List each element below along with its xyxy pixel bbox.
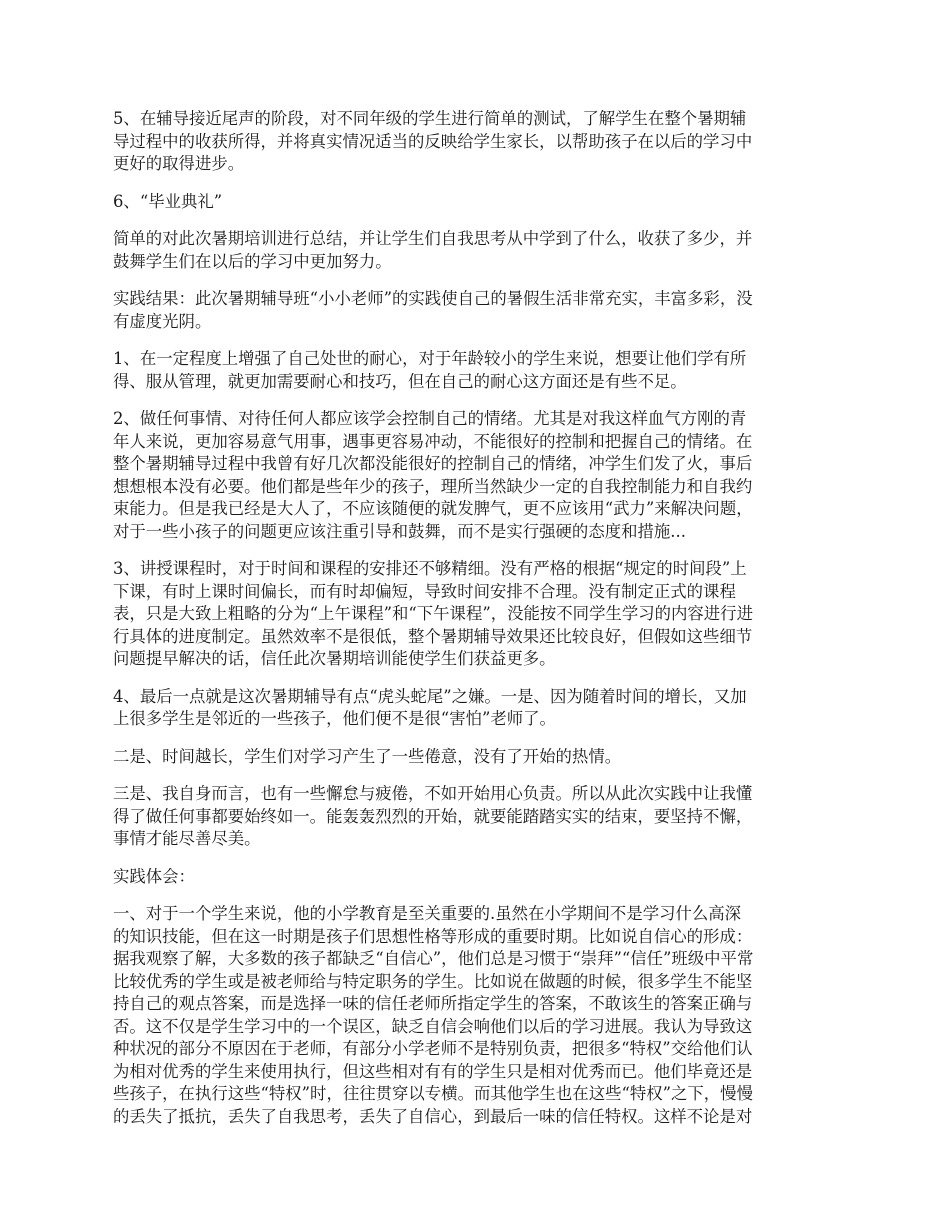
text-line: 更好的取得进步。 (113, 154, 245, 173)
paragraph (113, 348, 841, 393)
text-line: 得、服从管理，就更加需要耐心和技巧，但在自己的耐心这方面还是有些不足。 (113, 371, 687, 391)
text-line: 比较优秀的学生或是被老师给与特定职务的学生。比如说在做题的时候，很多学生不能坚 (113, 971, 753, 991)
paragraph (113, 746, 841, 769)
text-line: 束能力。但是我已经是大人了，不应该随便的就发脾气，更不应该用“武力”来解决问题， (113, 499, 753, 518)
text-line: 4、最后一点就是这次暑期辅导有点“虎头蛇尾”之嫌。一是、因为随着时间的增长，又加 (113, 686, 747, 706)
paragraph (113, 558, 841, 671)
paragraph (113, 903, 841, 1128)
text-line: 1、在一定程度上增强了自己处世的耐心，对于年龄较小的学生来说，想要让他们学有所 (113, 349, 747, 368)
paragraph (113, 288, 841, 333)
text-line: 持自己的观点答案，而是选择一味的信任老师所指定学生的答案，不敢该生的答案正确与 (113, 994, 753, 1013)
text-line: 的知识技能，但在这一时期是孩子们思想性格等形成的重要时期。比如说自信心的形成： (113, 926, 753, 946)
paragraph (113, 686, 841, 731)
paragraph (113, 228, 841, 273)
text-line: 行具体的进度制定。虽然效率不是很低，整个暑期辅导效果还比较良好，但假如这些细节 (113, 626, 753, 646)
text-line: 6、“毕业典礼” (113, 191, 223, 211)
text-line: 表，只是大致上粗略的分为“上午课程”和“下午课程”，没能按不同学生学习的内容进行进 (113, 604, 753, 623)
text-line: 鼓舞学生们在以后的学习中更加努力。 (113, 251, 392, 271)
text-line: 些孩子，在执行这些“特权”时，往往贯穿以专横。而其他学生也在这些“特权”之下，慢慢 (113, 1084, 753, 1103)
text-line: 想想根本没有必要。他们都是些年少的孩子，理所当然缺少一定的自我控制能力和自我约 (113, 476, 753, 496)
text-line: 年人来说，更加容易意气用事，遇事更容易冲动，不能很好的控制和把握自己的情绪。在 (113, 431, 753, 451)
paragraph (113, 108, 841, 176)
text-line: 对于一些小孩子的问题更应该注重引导和鼓舞，而不是实行强硬的态度和措施... (113, 521, 686, 541)
text-line: 简单的对此次暑期培训进行总结，并让学生们自我思考从中学到了什么，收获了多少，并 (113, 229, 753, 248)
text-line: 的丢失了抵抗，丢失了自我思考，丢失了自信心，到最后一味的信任特权。这样不论是对 (113, 1106, 753, 1126)
text-line: 实践体会： (113, 866, 195, 886)
text-line: 种状况的部分不原因在于老师，有部分小学老师不是特别负责，把很多“特权”交给他们认 (113, 1039, 753, 1058)
text-line: 三是、我自身而言，也有一些懈怠与疲倦，不如开始用心负责。所以从此次实践中让我懂 (113, 784, 753, 803)
text-line: 有虚度光阴。 (113, 311, 212, 331)
paragraph (113, 408, 841, 543)
text-line: 整个暑期辅导过程中我曾有好几次都没能很好的控制自己的情绪，冲学生们发了火，事后 (113, 454, 753, 473)
text-line: 2、做任何事情、对待任何人都应该学会控制自己的情绪。尤其是对我这样血气方刚的青 (113, 409, 747, 428)
text-line: 二是、时间越长，学生们对学习产生了一些倦意，没有了开始的热情。 (113, 746, 622, 766)
text-line: 据我观察了解，大多数的孩子都缺乏“自信心”，他们总是习惯于“崇拜”“信任”班级中平常 (113, 949, 754, 968)
text-line: 得了做任何事都要始终如一。能轰轰烈烈的开始，就要能踏踏实实的结束，要坚持不懈， (113, 806, 753, 826)
text-line: 否。这不仅是学生学习中的一个误区，缺乏自信会响他们以后的学习进展。我认为导致这 (113, 1016, 753, 1036)
text-line: 上很多学生是邻近的一些孩子，他们便不是很“害怕”老师了。 (113, 709, 556, 728)
text-line: 一、对于一个学生来说，他的小学教育是至关重要的.虽然在小学期间不是学习什么高深 (113, 904, 742, 923)
text-line: 5、在辅导接近尾声的阶段，对不同年级的学生进行简单的测试，了解学生在整个暑期辅 (113, 109, 747, 128)
paragraph (113, 866, 841, 889)
text-line: 导过程中的收获所得，并将真实情况适当的反映给学生家长，以帮助孩子在以后的学习中 (113, 131, 753, 151)
text-line: 3、讲授课程时，对于时间和课程的安排还不够精细。没有严格的根据“规定的时间段”上 (113, 559, 747, 578)
text-line: 为相对优秀的学生来使用执行，但这些相对有有的学生只是相对优秀而已。他们毕竟还是 (113, 1061, 753, 1081)
document-body (113, 108, 841, 1143)
text-line: 实践结果：此次暑期辅导班“小小老师”的实践使自己的暑假生活非常充实，丰富多彩，没 (113, 289, 753, 308)
paragraph (113, 783, 841, 851)
text-line: 下课，有时上课时间偏长，而有时却偏短，导致时间安排不合理。没有制定正式的课程 (113, 581, 736, 601)
text-line: 问题提早解决的话，信任此次暑期培训能使学生们获益更多。 (113, 649, 556, 668)
text-line: 事情才能尽善尽美。 (113, 829, 261, 848)
paragraph (113, 191, 841, 214)
